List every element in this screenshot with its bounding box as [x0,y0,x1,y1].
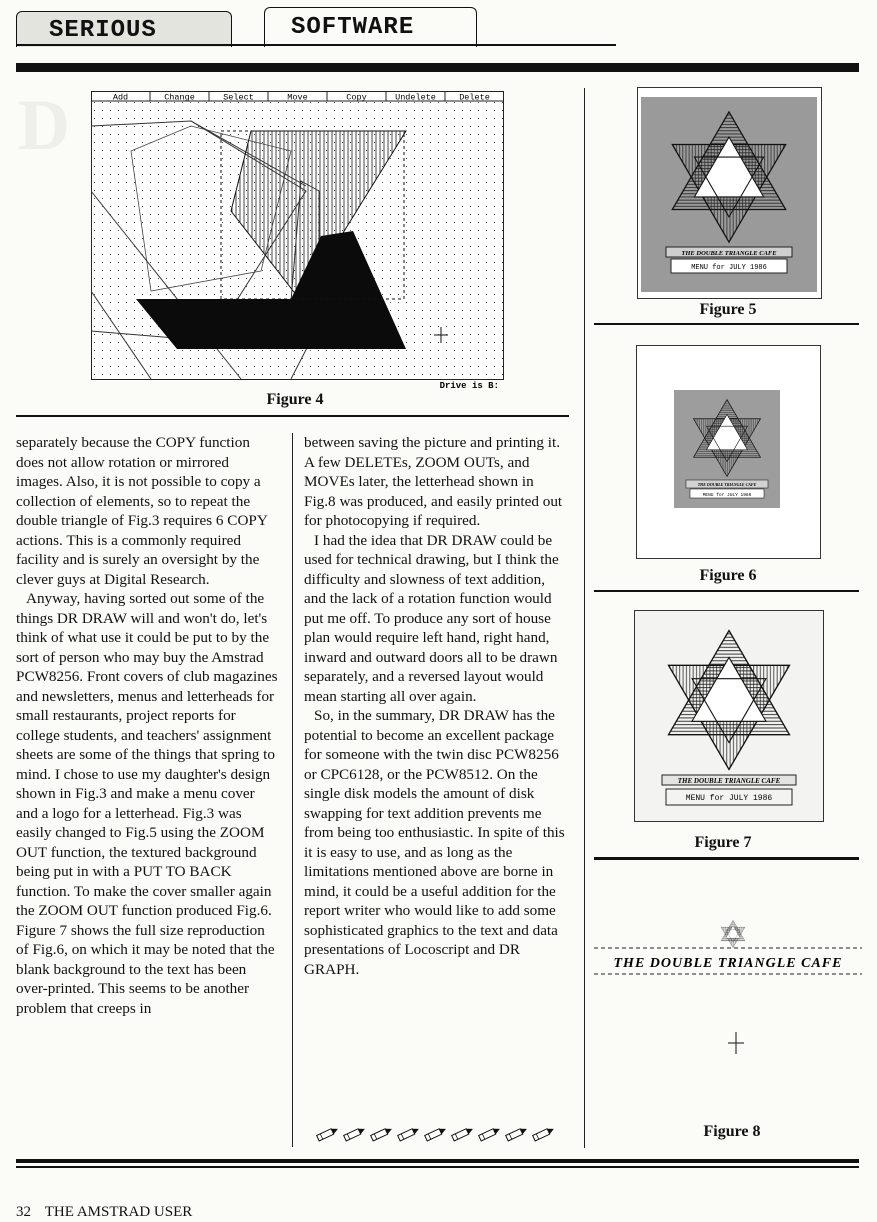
page-number: 32 [16,1204,31,1220]
menu-item[interactable]: Delete [459,92,490,103]
paragraph: separately because the COPY function does not allow rotation or mirrored images. Also, it is not possible to copy a collection of elements, so to repeat the double triangle of Fig.3 requires 6 COPY actions. This is a commonly required facility and is surely an oversight by the clever guys at Digital Research. [16,434,268,588]
faded-drop-letter: D [18,85,70,165]
header-bar [16,63,859,72]
menu-item[interactable]: Add [112,92,129,103]
figure4-screen [91,91,505,391]
figure5-rule [594,323,859,325]
article-column-left [16,433,278,1018]
magazine-name: THE AMSTRAD USER [44,1204,193,1220]
section-tab-serious [16,11,232,47]
figure6-menu-text: MENU for JULY 1986 [702,493,752,498]
figure7-caption: Figure 7 [694,834,752,851]
figure4-caption: Figure 4 [266,391,324,408]
paragraph: Anyway, having sorted out some of the things DR DRAW will and won't do, let's think of what use it could be put to by the sort of person who may buy the Amstrad PCW8256. Front covers of club magazines and newsletters, menus and letterheads for small restaurants, project reports for college students, and teachers' assignment sheets are some of the things that spring to mind. I chose to use my daughter's design shown in Fig.3 and make a menu cover and a logo for a letterhead. Fig.3 was easily changed to Fig.5 using the ZOOM OUT function, the textured background being put in with a PUT TO BACK function. To make the cover smaller again the ZOOM OUT function produced Fig.6. Figure 7 shows the full size reproduction of Fig.6, on which it may be noted that the blank background to the text has been over-printed. This seems to be another problem that creeps in [16,590,278,1017]
figure8-banner: THE DOUBLE TRIANGLE CAFE [613,956,843,971]
figure7-rule [594,857,859,860]
figure8-image [592,912,864,1062]
section-tab-software [264,7,477,47]
article-column-right [304,433,567,979]
figure8-caption: Figure 8 [703,1123,761,1140]
figure5-banner: THE DOUBLE TRIANGLE CAFE [681,250,777,257]
figure7-image [640,615,818,815]
figure5-image [641,97,817,292]
status-line: Drive is B: [439,381,499,391]
figure6-banner: THE DOUBLE TRIANGLE CAFE [697,482,757,487]
paragraph: So, in the summary, DR DRAW has the potential to become an excellent package for someone with the twin disc PCW8256 or CPC6128, or the PCW8512. On the single disk models the amount of disk swapping for text addition prevents me from being too enthusiastic. In spite of this it is easy to use, and as long as the limitations mentioned above are borne in mind, it could be a useful addition for the report writer who would like to add some sophisticated graphics to the text and data presentations of Locoscript and DR GRAPH. [304,707,565,978]
column-rule [292,433,293,1147]
menu-item[interactable]: Select [223,92,254,103]
sidebar-rule [584,88,585,1148]
figure6-caption: Figure 6 [699,567,757,584]
figure6-image [674,390,780,508]
page-footer [16,1204,192,1221]
figure4-rule [16,415,569,417]
paragraph: between saving the picture and printing it. A few DELETEs, ZOOM OUTs, and MOVEs later, the letterhead shown in Fig.8 was produced, and easily printed out for photocopying if required. [304,434,563,529]
menu-item[interactable]: Copy [346,92,367,103]
section-tab-label: SERIOUS [49,17,157,44]
figure5-menu-text: MENU for JULY 1986 [691,264,767,272]
paragraph: I had the idea that DR DRAW could be used for technical drawing, but I think the difficulty and slowness of text addition, and the lack of a rotation function would put me off. To produce any sort of house plan would require left hand, right hand, inward and outward doors all to be drawn separately, and a reversed layout would mean starting all over again. [304,531,559,705]
figure5-caption: Figure 5 [699,301,757,318]
bottom-rule-thin [16,1166,859,1168]
figure7-banner: THE DOUBLE TRIANGLE CAFE [677,777,781,785]
tab-underline [16,44,616,46]
menu-item[interactable]: Move [287,92,308,103]
pencil-ornament-icon [314,1123,562,1145]
section-tab-label: SOFTWARE [291,14,415,41]
menu-item[interactable]: Undelete [395,92,436,103]
figure7-menu-text: MENU for JULY 1986 [685,794,773,803]
bottom-rule-thick [16,1159,859,1163]
menu-item[interactable]: Change [164,92,195,103]
figure6-rule [594,590,859,592]
